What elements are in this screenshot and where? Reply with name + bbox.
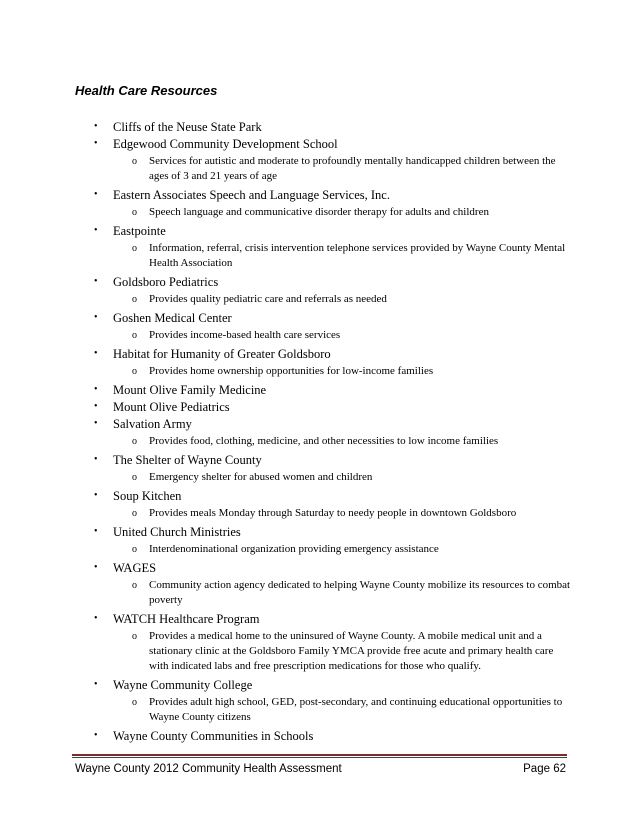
sub-list-item-text: Provides food, clothing, medicine, and other necessities to low income families [149,435,499,447]
sub-list-item [113,578,572,608]
bullet-icon: • [94,348,98,359]
sub-list-item-text: Services for autistic and moderate to profoundly mentally handicapped children between the ages of 3 and 21 years of age [149,155,556,182]
circle-bullet-icon: o [132,436,137,447]
sub-list-item [113,154,572,184]
sub-list-item [113,241,572,271]
sub-list-item [113,542,572,557]
circle-bullet-icon: o [132,366,137,377]
bullet-icon: • [94,730,98,741]
sub-list-item [113,629,572,674]
bullet-icon: • [94,384,98,395]
sub-list-item-text: Provides meals Monday through Saturday to needy people in downtown Goldsboro [149,507,517,519]
sub-list [113,364,572,379]
list-item-label: Edgewood Community Development School [113,137,338,151]
sub-list-item [113,506,572,521]
bullet-icon: • [94,189,98,200]
sub-list-item-text: Provides income-based health care services [149,329,341,341]
bullet-icon: • [94,121,98,132]
sub-list-item-text: Interdenominational organization providing emergency assistance [149,543,439,555]
bullet-icon: • [94,418,98,429]
list-item [92,452,572,485]
sub-list [113,328,572,343]
footer-rule-thin [72,757,567,758]
resource-list [92,119,572,745]
list-item-label: Eastpointe [113,224,166,238]
bullet-icon: • [94,454,98,465]
list-item-label: WATCH Healthcare Program [113,612,260,626]
list-item [92,223,572,271]
sub-list [113,470,572,485]
sub-list [113,434,572,449]
sub-list-item [113,292,572,307]
sub-list [113,241,572,271]
list-item [92,382,572,398]
list-item [92,524,572,557]
list-item-label: The Shelter of Wayne County [113,453,262,467]
bullet-icon: • [94,138,98,149]
sub-list-item-text: Provides home ownership opportunities for low-income families [149,365,434,377]
bullet-icon: • [94,276,98,287]
list-item [92,416,572,449]
sub-list-item-text: Provides a medical home to the uninsured of Wayne County. A mobile medical unit and a stationary clinic at the Goldsboro Family YMCA provide free acute and primary health care with indicated labs and free prescription medications for those who qualify. [149,630,554,672]
circle-bullet-icon: o [132,243,137,254]
sub-list-item-text: Speech language and communicative disorder therapy for adults and children [149,206,489,218]
bullet-icon: • [94,526,98,537]
list-item [92,728,572,744]
circle-bullet-icon: o [132,330,137,341]
footer-rule-thick [72,754,567,756]
sub-list-item [113,434,572,449]
list-item [92,488,572,521]
sub-list [113,292,572,307]
list-item-label: Goldsboro Pediatrics [113,275,219,289]
list-item [92,310,572,343]
bullet-icon: • [94,225,98,236]
sub-list [113,506,572,521]
sub-list-item-text: Community action agency dedicated to helping Wayne County mobilize its resources to combat poverty [149,579,571,606]
circle-bullet-icon: o [132,508,137,519]
circle-bullet-icon: o [132,631,137,642]
sub-list [113,205,572,220]
list-item [92,560,572,608]
list-item-label: Soup Kitchen [113,489,182,503]
sub-list [113,629,572,674]
list-item [92,274,572,307]
list-item-label: Salvation Army [113,417,192,431]
list-item-label: United Church Ministries [113,525,241,539]
sub-list-item-text: Emergency shelter for abused women and children [149,471,373,483]
circle-bullet-icon: o [132,544,137,555]
circle-bullet-icon: o [132,580,137,591]
list-item [92,399,572,415]
sub-list-item [113,470,572,485]
sub-list-item-text: Provides quality pediatric care and referrals as needed [149,293,387,305]
sub-list-item-text: Provides adult high school, GED, post-secondary, and continuing educational opportunities to Wayne County citizens [149,696,563,723]
circle-bullet-icon: o [132,472,137,483]
list-item-label: WAGES [113,561,157,575]
list-item-label: Wayne County Communities in Schools [113,729,314,743]
list-item-label: Mount Olive Pediatrics [113,400,230,414]
list-item [92,677,572,725]
list-item-label: Goshen Medical Center [113,311,232,325]
list-item-label: Mount Olive Family Medicine [113,383,267,397]
section-heading: Health Care Resources [75,83,218,98]
list-item [92,119,572,135]
bullet-icon: • [94,613,98,624]
sub-list [113,578,572,608]
circle-bullet-icon: o [132,294,137,305]
sub-list [113,542,572,557]
bullet-icon: • [94,490,98,501]
list-item-label: Eastern Associates Speech and Language Services, Inc. [113,188,390,202]
sub-list-item [113,695,572,725]
sub-list [113,154,572,184]
sub-list-item [113,205,572,220]
list-item [92,346,572,379]
sub-list-item-text: Information, referral, crisis intervention telephone services provided by Wayne County Mental Health Association [149,242,566,269]
list-item [92,611,572,674]
bullet-icon: • [94,679,98,690]
sub-list-item [113,328,572,343]
list-item [92,136,572,184]
list-item-label: Cliffs of the Neuse State Park [113,120,262,134]
sub-list [113,695,572,725]
list-item-label: Habitat for Humanity of Greater Goldsboro [113,347,331,361]
bullet-icon: • [94,562,98,573]
footer-title: Wayne County 2012 Community Health Assessment [75,763,342,775]
circle-bullet-icon: o [132,207,137,218]
circle-bullet-icon: o [132,156,137,167]
sub-list-item [113,364,572,379]
circle-bullet-icon: o [132,697,137,708]
list-item-label: Wayne Community College [113,678,253,692]
list-item [92,187,572,220]
page-number: Page 62 [523,763,566,775]
bullet-icon: • [94,401,98,412]
bullet-icon: • [94,312,98,323]
